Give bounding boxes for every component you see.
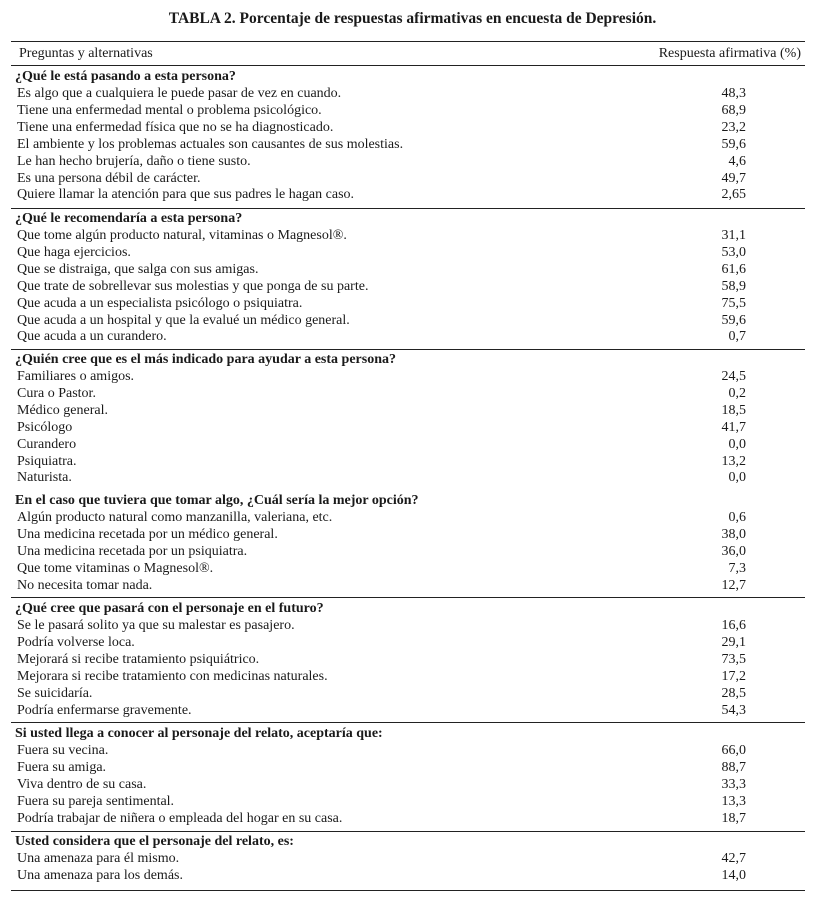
table-row	[0, 470, 825, 487]
row-label: Podría enfermarse gravemente.	[17, 702, 192, 718]
table-row	[0, 420, 825, 437]
row-value: 4,6	[728, 153, 746, 169]
table-row	[0, 652, 825, 669]
row-value: 0,2	[728, 385, 746, 401]
row-label: Una medicina recetada por un médico general.	[17, 526, 278, 542]
row-label: Familiares o amigos.	[17, 369, 135, 384]
section-rule	[11, 349, 805, 350]
table-row	[0, 777, 825, 794]
row-label: Podría trabajar de niñera o empleada del hogar en su casa.	[17, 810, 343, 826]
section-title: Usted considera que el personaje del relato, es:	[15, 834, 294, 849]
row-label: Psicólogo	[17, 419, 73, 435]
row-value: 42,7	[721, 851, 746, 866]
row-value: 2,65	[721, 187, 746, 203]
table-row	[0, 454, 825, 471]
row-label: Quiere llamar la atención para que sus padres le hagan caso.	[17, 187, 355, 203]
row-value: 18,7	[721, 810, 746, 826]
table-row	[0, 86, 825, 103]
table-row	[0, 137, 825, 154]
table-row	[0, 868, 825, 885]
row-value: 0,7	[728, 329, 746, 345]
row-label: Es una persona débil de carácter.	[17, 170, 201, 186]
row-value: 41,7	[721, 419, 746, 435]
row-value: 31,1	[721, 228, 746, 243]
row-label: Médico general.	[17, 402, 108, 418]
row-label: Fuera su pareja sentimental.	[17, 793, 175, 809]
table-row	[0, 544, 825, 561]
row-value: 38,0	[721, 526, 746, 542]
row-value: 36,0	[721, 543, 746, 559]
row-value: 53,0	[721, 244, 746, 260]
section-title: ¿Quién cree que es el más indicado para ayudar a esta persona?	[15, 352, 396, 367]
table-row	[0, 437, 825, 454]
row-label: Es algo que a cualquiera le puede pasar de vez en cuando.	[17, 86, 342, 101]
table-row	[0, 635, 825, 652]
row-label: Que trate de sobrellevar sus molestias y que ponga de su parte.	[17, 278, 369, 294]
table-row	[0, 171, 825, 188]
row-label: Se suicidaría.	[17, 685, 93, 701]
row-label: Una amenaza para él mismo.	[17, 851, 180, 866]
row-value: 28,5	[721, 685, 746, 701]
table-row	[0, 369, 825, 386]
row-label: Algún producto natural como manzanilla, valeriana, etc.	[17, 510, 333, 525]
row-label: Fuera su vecina.	[17, 743, 109, 758]
table-row	[0, 279, 825, 296]
table-row	[0, 120, 825, 137]
section-rule	[11, 65, 805, 66]
row-value: 18,5	[721, 402, 746, 418]
row-label: Podría volverse loca.	[17, 634, 135, 650]
row-label: Que tome algún producto natural, vitaminas o Magnesol®.	[17, 228, 347, 243]
row-label: Mejorara si recibe tratamiento con medicinas naturales.	[17, 668, 328, 684]
table-row	[0, 228, 825, 245]
row-label: Una amenaza para los demás.	[17, 867, 183, 883]
row-value: 0,0	[728, 470, 746, 486]
row-label: Que se distraiga, que salga con sus amigas.	[17, 261, 259, 277]
row-value: 68,9	[721, 102, 746, 118]
row-value: 33,3	[721, 776, 746, 792]
row-value: 13,2	[721, 453, 746, 469]
row-label: Que acuda a un hospital y que la evalué un médico general.	[17, 312, 350, 328]
table-row	[0, 510, 825, 527]
row-value: 75,5	[721, 295, 746, 311]
row-label: El ambiente y los problemas actuales son causantes de sus molestias.	[17, 136, 404, 152]
table-header	[0, 46, 825, 66]
row-label: Curandero	[17, 436, 77, 452]
table-row	[0, 313, 825, 330]
row-label: Se le pasará solito ya que su malestar es pasajero.	[17, 618, 295, 633]
row-label: Viva dentro de su casa.	[17, 776, 147, 792]
row-value: 73,5	[721, 651, 746, 667]
row-label: Que acuda a un especialista psicólogo o psiquiatra.	[17, 295, 303, 311]
row-label: Que tome vitaminas o Magnesol®.	[17, 560, 214, 576]
row-label: Una medicina recetada por un psiquiatra.	[17, 543, 248, 559]
section-rule	[11, 208, 805, 209]
row-label: Naturista.	[17, 470, 72, 486]
row-value: 0,0	[728, 436, 746, 452]
table-row	[0, 296, 825, 313]
section-title: Si usted llega a conocer al personaje del relato, aceptaría que:	[15, 726, 383, 741]
table-row	[0, 811, 825, 828]
row-value: 88,7	[721, 759, 746, 775]
row-value: 59,6	[721, 136, 746, 152]
top-rule	[11, 41, 805, 42]
section-rule	[11, 597, 805, 598]
table-row	[0, 245, 825, 262]
table-row	[0, 743, 825, 760]
section-title: ¿Qué cree que pasará con el personaje en el futuro?	[15, 601, 324, 616]
row-value: 24,5	[721, 369, 746, 384]
table-row	[0, 262, 825, 279]
row-label: No necesita tomar nada.	[17, 577, 153, 593]
table-row	[0, 154, 825, 171]
section-rule	[11, 722, 805, 723]
section-title: ¿Qué le recomendaría a esta persona?	[15, 211, 243, 226]
row-value: 48,3	[721, 86, 746, 101]
row-value: 0,6	[728, 510, 746, 525]
row-value: 59,6	[721, 312, 746, 328]
table-row	[0, 851, 825, 868]
table-row	[0, 686, 825, 703]
row-label: Le han hecho brujería, daño o tiene susto.	[17, 153, 251, 169]
row-label: Que acuda a un curandero.	[17, 329, 167, 345]
table-row	[0, 103, 825, 120]
row-label: Psiquiatra.	[17, 453, 77, 469]
table-row	[0, 794, 825, 811]
row-value: 16,6	[721, 618, 746, 633]
table-row	[0, 760, 825, 777]
row-label: Cura o Pastor.	[17, 385, 96, 401]
row-value: 61,6	[721, 261, 746, 277]
column-header-questions: Preguntas y alternativas	[19, 46, 153, 61]
section-rule	[11, 831, 805, 832]
section-title: ¿Qué le está pasando a esta persona?	[15, 69, 236, 84]
row-label: Mejorará si recibe tratamiento psiquiátrico.	[17, 651, 260, 667]
row-value: 58,9	[721, 278, 746, 294]
table-row	[0, 669, 825, 686]
table-row	[0, 527, 825, 544]
table-row	[0, 578, 825, 595]
row-value: 7,3	[728, 560, 746, 576]
row-value: 49,7	[721, 170, 746, 186]
section-title: En el caso que tuviera que tomar algo, ¿Cuál sería la mejor opción?	[15, 493, 419, 508]
row-value: 54,3	[721, 702, 746, 718]
table-row	[0, 403, 825, 420]
table-row	[0, 618, 825, 635]
row-value: 17,2	[721, 668, 746, 684]
row-value: 13,3	[721, 793, 746, 809]
table-row	[0, 386, 825, 403]
table-row	[0, 329, 825, 346]
row-value: 12,7	[721, 577, 746, 593]
table-row	[0, 187, 825, 204]
bottom-rule	[11, 890, 805, 891]
table-row	[0, 703, 825, 720]
table-title: TABLA 2. Porcentaje de respuestas afirmativas en encuesta de Depresión.	[168, 10, 657, 27]
row-label: Que haga ejercicios.	[17, 244, 131, 260]
row-value: 66,0	[721, 743, 746, 758]
row-value: 23,2	[721, 119, 746, 135]
column-header-response: Respuesta afirmativa (%)	[658, 46, 801, 61]
row-value: 14,0	[721, 867, 746, 883]
row-label: Tiene una enfermedad física que no se ha diagnosticado.	[17, 119, 334, 135]
row-label: Fuera su amiga.	[17, 759, 107, 775]
row-value: 29,1	[721, 634, 746, 650]
row-label: Tiene una enfermedad mental o problema psicológico.	[17, 102, 322, 118]
table-row	[0, 561, 825, 578]
